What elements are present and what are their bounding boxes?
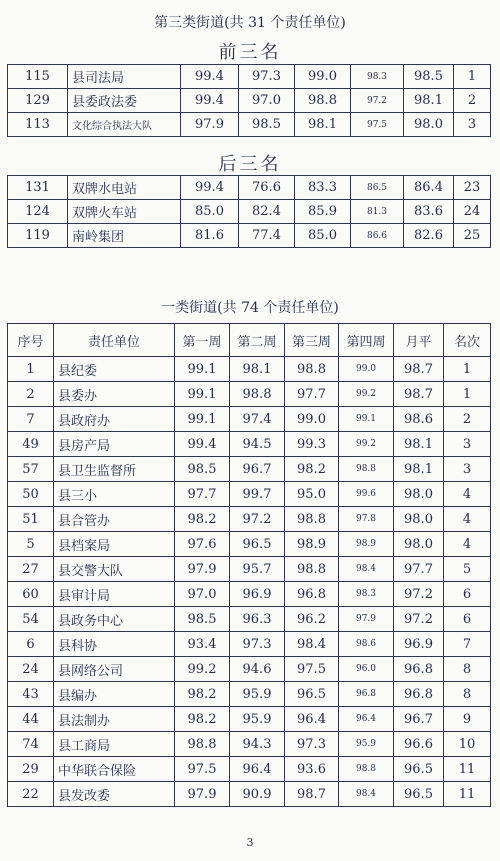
table-cell: 96.4 xyxy=(339,707,394,732)
table-cell: 99.1 xyxy=(175,382,230,407)
table-row xyxy=(8,757,491,782)
table-cell: 4 xyxy=(444,532,491,557)
table-cell: 95.9 xyxy=(230,707,285,732)
table-cell: 98.3 xyxy=(339,582,394,607)
table-cell: 2 xyxy=(454,89,491,113)
table-cell: 97.2 xyxy=(230,507,285,532)
table-cell: 99.4 xyxy=(181,176,239,200)
table-cell: 43 xyxy=(8,682,54,707)
column-header: 责任单位 xyxy=(54,324,175,357)
table-cell: 83.3 xyxy=(295,176,351,200)
table-cell: 29 xyxy=(8,757,54,782)
table-cell: 77.4 xyxy=(239,224,295,248)
table-cell: 25 xyxy=(454,224,491,248)
table-cell: 98.0 xyxy=(404,113,454,137)
table-cell: 98.1 xyxy=(230,357,285,382)
table-cell: 97.9 xyxy=(181,113,239,137)
table-cell: 11 xyxy=(444,782,491,807)
table-cell: 99.7 xyxy=(230,482,285,507)
unit-name-cell: 县三小 xyxy=(54,482,175,507)
table-cell: 96.8 xyxy=(339,682,394,707)
table-cell: 113 xyxy=(8,113,68,137)
table-cell: 98.0 xyxy=(394,507,444,532)
table-cell: 98.9 xyxy=(339,532,394,557)
table-row xyxy=(8,782,491,807)
table-cell: 96.0 xyxy=(339,657,394,682)
unit-name-cell: 县发改委 xyxy=(54,782,175,807)
table-cell: 97.2 xyxy=(394,607,444,632)
table-cell: 99.4 xyxy=(175,432,230,457)
table-row xyxy=(8,707,491,732)
table-cell: 98.8 xyxy=(339,457,394,482)
table-cell: 98.7 xyxy=(394,357,444,382)
table-cell: 51 xyxy=(8,507,54,532)
table-cell: 97.9 xyxy=(175,557,230,582)
table-cell: 97.3 xyxy=(285,732,339,757)
table-cell: 96.7 xyxy=(230,457,285,482)
table-cell: 98.4 xyxy=(285,632,339,657)
unit-name-cell: 县合管办 xyxy=(54,507,175,532)
table-cell: 97.5 xyxy=(285,657,339,682)
table-cell: 96.5 xyxy=(230,532,285,557)
table-cell: 1 xyxy=(444,382,491,407)
table-cell: 98.8 xyxy=(339,757,394,782)
unit-name-cell: 南岭集团 xyxy=(68,224,181,248)
table-cell: 97.2 xyxy=(351,89,404,113)
table-cell: 99.1 xyxy=(175,407,230,432)
class1-table xyxy=(7,323,491,807)
unit-name-cell: 县纪委 xyxy=(54,357,175,382)
table-cell: 4 xyxy=(444,482,491,507)
table-cell: 3 xyxy=(454,113,491,137)
column-header: 第一周 xyxy=(175,324,230,357)
table-cell: 97.2 xyxy=(394,582,444,607)
table-cell: 97.3 xyxy=(239,65,295,89)
unit-name-cell: 县房产局 xyxy=(54,432,175,457)
table-cell: 23 xyxy=(454,176,491,200)
table-cell: 97.8 xyxy=(339,507,394,532)
table-row xyxy=(8,382,491,407)
table-cell: 3 xyxy=(444,457,491,482)
table-cell: 95.9 xyxy=(230,682,285,707)
table-cell: 99.2 xyxy=(175,657,230,682)
table-cell: 49 xyxy=(8,432,54,457)
table-row xyxy=(8,176,491,200)
table-cell: 98.4 xyxy=(339,782,394,807)
column-header: 月平 xyxy=(394,324,444,357)
table-cell: 98.7 xyxy=(285,782,339,807)
table-cell: 98.8 xyxy=(285,357,339,382)
table-cell: 96.5 xyxy=(394,757,444,782)
table-cell: 97.9 xyxy=(339,607,394,632)
unit-name-cell: 县科协 xyxy=(54,632,175,657)
table-cell: 98.5 xyxy=(404,65,454,89)
unit-name-cell: 县编办 xyxy=(54,682,175,707)
top3-table xyxy=(7,64,491,137)
unit-name-cell: 中华联合保险 xyxy=(54,757,175,782)
column-header: 第三周 xyxy=(285,324,339,357)
table-cell: 86.4 xyxy=(404,176,454,200)
table-cell: 99.4 xyxy=(181,89,239,113)
table-cell: 96.2 xyxy=(285,607,339,632)
table-cell: 99.2 xyxy=(339,382,394,407)
table-cell: 99.3 xyxy=(285,432,339,457)
table-cell: 98.5 xyxy=(239,113,295,137)
top3-title: 前三名 xyxy=(218,42,282,63)
table-cell: 98.3 xyxy=(351,65,404,89)
table-cell: 98.8 xyxy=(285,557,339,582)
table-cell: 115 xyxy=(8,65,68,89)
table-row xyxy=(8,457,491,482)
table-cell: 129 xyxy=(8,89,68,113)
table-cell: 98.8 xyxy=(285,507,339,532)
table-cell: 97.9 xyxy=(175,782,230,807)
table-cell: 4 xyxy=(444,507,491,532)
table-row xyxy=(8,89,491,113)
table-cell: 90.9 xyxy=(230,782,285,807)
table-cell: 119 xyxy=(8,224,68,248)
table-cell: 99.4 xyxy=(181,65,239,89)
table-cell: 8 xyxy=(444,682,491,707)
table-cell: 98.1 xyxy=(394,457,444,482)
unit-name-cell: 县委政法委 xyxy=(68,89,181,113)
unit-name-cell: 县档案局 xyxy=(54,532,175,557)
table-row xyxy=(8,200,491,224)
table-cell: 2 xyxy=(8,382,54,407)
page-number: 3 xyxy=(246,836,254,849)
table-row xyxy=(8,224,491,248)
table-row xyxy=(8,432,491,457)
table-cell: 9 xyxy=(444,707,491,732)
table-cell: 96.8 xyxy=(394,682,444,707)
table-cell: 96.6 xyxy=(394,732,444,757)
table-cell: 98.0 xyxy=(394,482,444,507)
table-cell: 96.9 xyxy=(394,632,444,657)
section-title-class1: 一类街道(共 74 个责任单位) xyxy=(161,300,339,316)
table-cell: 97.4 xyxy=(230,407,285,432)
table-cell: 98.2 xyxy=(175,707,230,732)
table-cell: 5 xyxy=(444,557,491,582)
table-cell: 96.5 xyxy=(285,682,339,707)
table-row xyxy=(8,682,491,707)
unit-name-cell: 县法制办 xyxy=(54,707,175,732)
unit-name-cell: 县网络公司 xyxy=(54,657,175,682)
table-cell: 6 xyxy=(8,632,54,657)
table-cell: 85.0 xyxy=(181,200,239,224)
table-row xyxy=(8,657,491,682)
table-cell: 7 xyxy=(444,632,491,657)
unit-name-cell: 县委办 xyxy=(54,382,175,407)
bottom3-title: 后三名 xyxy=(218,154,282,175)
table-cell: 76.6 xyxy=(239,176,295,200)
table-cell: 98.5 xyxy=(175,457,230,482)
table-cell: 81.6 xyxy=(181,224,239,248)
table-row xyxy=(8,732,491,757)
table-cell: 98.1 xyxy=(295,113,351,137)
table-cell: 95.7 xyxy=(230,557,285,582)
table-cell: 24 xyxy=(454,200,491,224)
table-cell: 24 xyxy=(8,657,54,682)
column-header: 第二周 xyxy=(230,324,285,357)
table-cell: 6 xyxy=(444,582,491,607)
table-cell: 98.4 xyxy=(339,557,394,582)
table-cell: 97.5 xyxy=(351,113,404,137)
table-cell: 97.7 xyxy=(394,557,444,582)
table-row xyxy=(8,507,491,532)
table-cell: 54 xyxy=(8,607,54,632)
table-cell: 98.2 xyxy=(285,457,339,482)
table-cell: 97.3 xyxy=(230,632,285,657)
table-cell: 93.6 xyxy=(285,757,339,782)
table-cell: 124 xyxy=(8,200,68,224)
table-cell: 96.4 xyxy=(230,757,285,782)
table-row xyxy=(8,582,491,607)
table-cell: 96.5 xyxy=(394,782,444,807)
column-header: 序号 xyxy=(8,324,54,357)
table-cell: 98.2 xyxy=(175,507,230,532)
table-cell: 97.0 xyxy=(175,582,230,607)
table-cell: 98.8 xyxy=(230,382,285,407)
unit-name-cell: 县审计局 xyxy=(54,582,175,607)
table-cell: 98.5 xyxy=(175,607,230,632)
table-cell: 96.3 xyxy=(230,607,285,632)
table-cell: 99.0 xyxy=(285,407,339,432)
table-cell: 82.4 xyxy=(239,200,295,224)
table-cell: 95.9 xyxy=(339,732,394,757)
table-cell: 94.5 xyxy=(230,432,285,457)
table-cell: 98.6 xyxy=(339,632,394,657)
column-header: 第四周 xyxy=(339,324,394,357)
table-row xyxy=(8,407,491,432)
table-cell: 96.8 xyxy=(394,657,444,682)
table-cell: 96.4 xyxy=(285,707,339,732)
table-cell: 82.6 xyxy=(404,224,454,248)
table-row xyxy=(8,113,491,137)
unit-name-cell: 双牌水电站 xyxy=(68,176,181,200)
table-cell: 94.3 xyxy=(230,732,285,757)
table-cell: 57 xyxy=(8,457,54,482)
table-row xyxy=(8,532,491,557)
table-cell: 98.7 xyxy=(394,382,444,407)
table-cell: 99.1 xyxy=(339,407,394,432)
unit-name-cell: 文化综合执法大队 xyxy=(68,113,181,137)
table-cell: 99.0 xyxy=(339,357,394,382)
table-cell: 95.0 xyxy=(285,482,339,507)
table-cell: 98.2 xyxy=(175,682,230,707)
unit-name-cell: 县交警大队 xyxy=(54,557,175,582)
table-cell: 131 xyxy=(8,176,68,200)
table-cell: 27 xyxy=(8,557,54,582)
table-cell: 10 xyxy=(444,732,491,757)
table-cell: 3 xyxy=(444,432,491,457)
table-cell: 99.6 xyxy=(339,482,394,507)
table-cell: 86.5 xyxy=(351,176,404,200)
unit-name-cell: 县政府办 xyxy=(54,407,175,432)
table-row xyxy=(8,482,491,507)
table-cell: 98.1 xyxy=(394,432,444,457)
table-cell: 98.9 xyxy=(285,532,339,557)
table-cell: 2 xyxy=(444,407,491,432)
column-header: 名次 xyxy=(444,324,491,357)
table-cell: 97.7 xyxy=(285,382,339,407)
table-row xyxy=(8,607,491,632)
unit-name-cell: 双牌火车站 xyxy=(68,200,181,224)
table-cell: 11 xyxy=(444,757,491,782)
table-cell: 94.6 xyxy=(230,657,285,682)
table-cell: 93.4 xyxy=(175,632,230,657)
bottom3-table xyxy=(7,175,491,248)
table-cell: 99.1 xyxy=(175,357,230,382)
table-cell: 1 xyxy=(8,357,54,382)
table-row xyxy=(8,557,491,582)
table-cell: 85.9 xyxy=(295,200,351,224)
unit-name-cell: 县卫生监督所 xyxy=(54,457,175,482)
table-row xyxy=(8,357,491,382)
table-cell: 96.9 xyxy=(230,582,285,607)
table-cell: 97.5 xyxy=(175,757,230,782)
table-cell: 44 xyxy=(8,707,54,732)
table-cell: 60 xyxy=(8,582,54,607)
table-cell: 5 xyxy=(8,532,54,557)
table-cell: 96.7 xyxy=(394,707,444,732)
table-cell: 22 xyxy=(8,782,54,807)
table-cell: 99.2 xyxy=(339,432,394,457)
table-cell: 1 xyxy=(454,65,491,89)
table-cell: 98.1 xyxy=(404,89,454,113)
table-cell: 97.7 xyxy=(175,482,230,507)
table-cell: 7 xyxy=(8,407,54,432)
unit-name-cell: 县工商局 xyxy=(54,732,175,757)
table-cell: 97.0 xyxy=(239,89,295,113)
table-cell: 97.6 xyxy=(175,532,230,557)
section-title-class3: 第三类街道(共 31 个责任单位) xyxy=(154,15,346,31)
unit-name-cell: 县政务中心 xyxy=(54,607,175,632)
table-cell: 96.8 xyxy=(285,582,339,607)
table-cell: 81.3 xyxy=(351,200,404,224)
unit-name-cell: 县司法局 xyxy=(68,65,181,89)
table-cell: 98.6 xyxy=(394,407,444,432)
table-cell: 6 xyxy=(444,607,491,632)
table-cell: 98.0 xyxy=(394,532,444,557)
table-row xyxy=(8,65,491,89)
table-cell: 98.8 xyxy=(175,732,230,757)
table-cell: 99.0 xyxy=(295,65,351,89)
table-cell: 98.8 xyxy=(295,89,351,113)
table-cell: 74 xyxy=(8,732,54,757)
table-cell: 85.0 xyxy=(295,224,351,248)
table-row xyxy=(8,632,491,657)
table-cell: 8 xyxy=(444,657,491,682)
table-cell: 83.6 xyxy=(404,200,454,224)
table-cell: 86.6 xyxy=(351,224,404,248)
table-cell: 1 xyxy=(444,357,491,382)
table-cell: 50 xyxy=(8,482,54,507)
